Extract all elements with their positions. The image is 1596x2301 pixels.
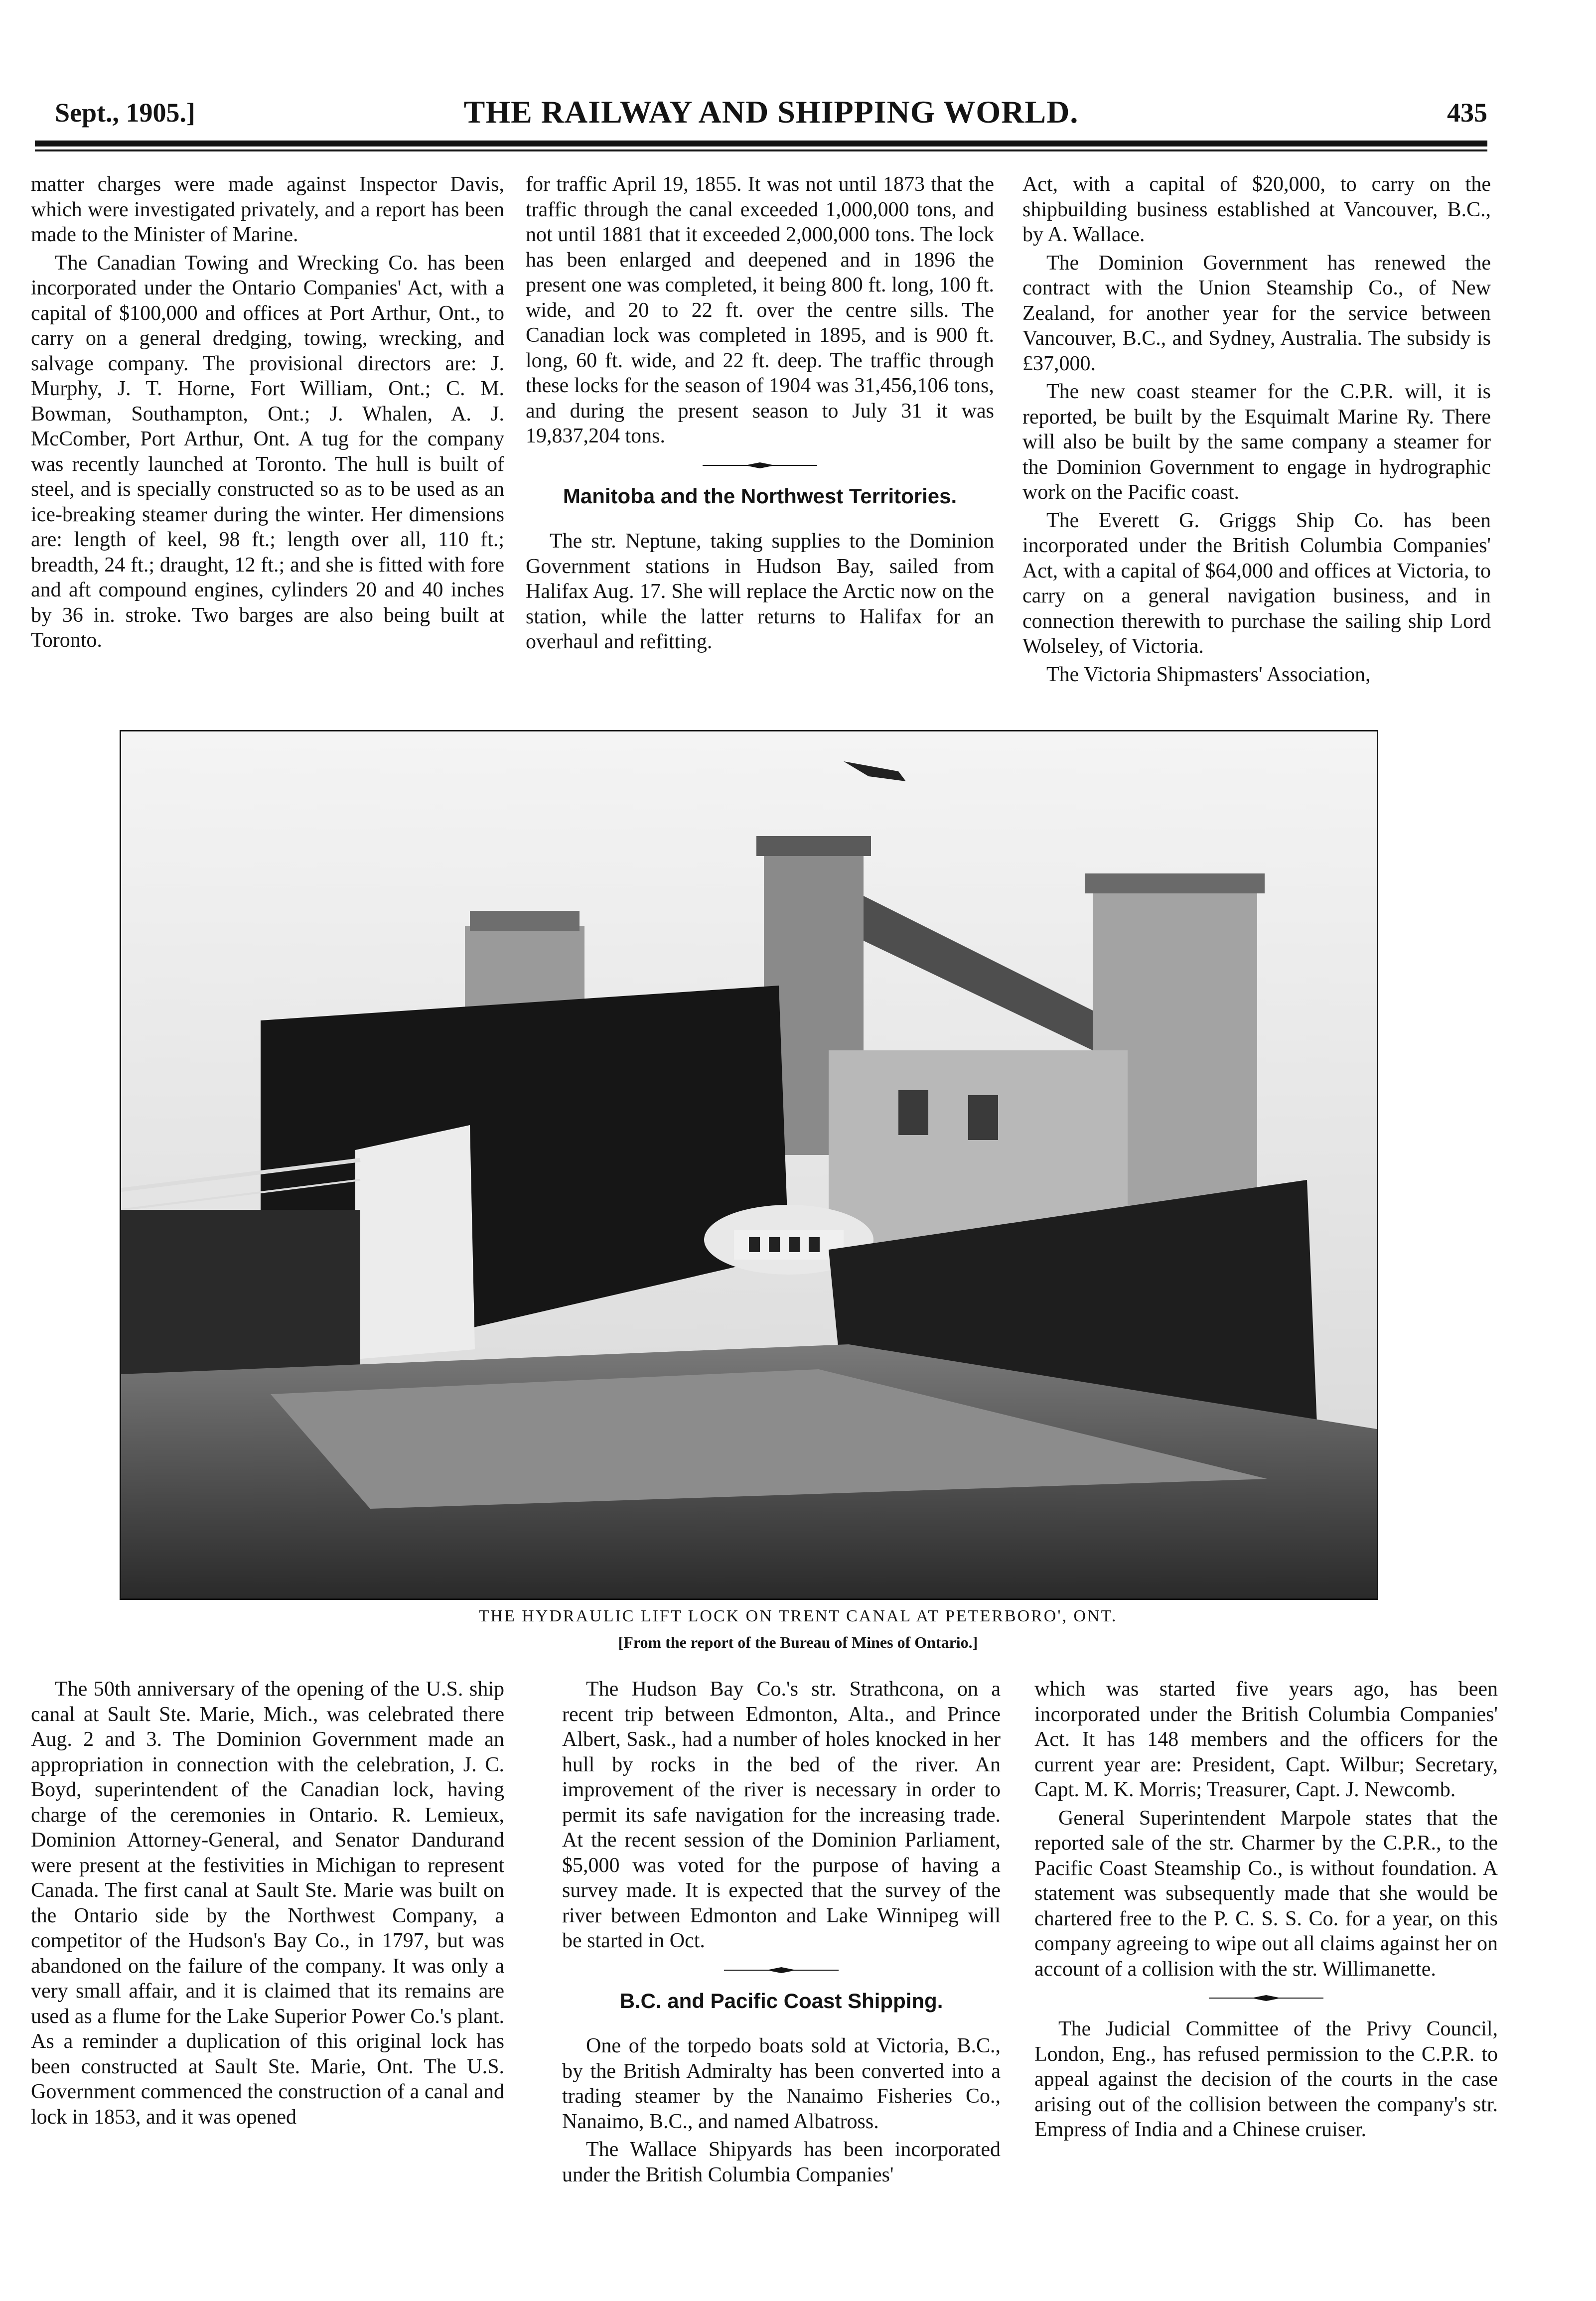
bottom-column-1	[31, 1677, 504, 2133]
section-heading: Manitoba and the Northwest Territories.	[563, 484, 957, 508]
paragraph: The str. Neptune, taking supplies to the Dominion Government stations in Hudson Bay, sailed from Halifax Aug. 17. She will replace the Arctic now on the station, while the latter returns to Halifax for an overhaul and refitting.	[526, 530, 994, 653]
paragraph: for traffic April 19, 1855. It was not until 1873 that the traffic through the canal exceeded 1,000,000 tons, and not until 1881 that it exceeded 2,000,000 tons. The lock has been enlarged and deepened and in 1896 the present one was completed, it being 800 ft. long, 100 ft. wide, and 20 to 22 ft. over the centre sills. The Canadian lock was completed in 1895, and is 900 ft. long, 60 ft. wide, and 22 ft. deep. The traffic through these locks for the season of 1904 was 31,456,106 tons, and during the present season to July 31 it was 19,837,204 tons.	[526, 173, 994, 447]
header-rule-thin	[35, 149, 1487, 151]
paragraph: General Superintendent Marpole states that the reported sale of the str. Charmer by the C.P.R., to the Pacific Coast Steamship Co., is without foundation. A statement was subsequently made that she would be chartered free to the P. C. S. S. Co. for a year, on this company agreeing to wipe out all claims against her on account of a collision with the str. Willimanette.	[1034, 1806, 1498, 1981]
paragraph: The Judicial Committee of the Privy Council, London, Eng., has refused permission to the C.P.R. to appeal against the decision of the courts in the case arising out of the collision between the company's str. Empress of India and a Chinese cruiser.	[1034, 2017, 1498, 2141]
paragraph: which was started five years ago, has been incorporated under the British Columbia Companies' Act. It has 148 members and the officers for the current year are: President, Capt. Wilbur; Secretary, Capt. M. K. Morris; Treasurer, Capt. J. Newcomb.	[1034, 1678, 1498, 1801]
page-number: 435	[1447, 98, 1487, 128]
paragraph: Act, with a capital of $20,000, to carry on the shipbuilding business established at Vancouver, B.C., by A. Wallace.	[1022, 173, 1491, 246]
figure-credit: [From the report of the Bureau of Mines of Ontario.]	[618, 1633, 978, 1651]
bottom-column-3	[1034, 1677, 1498, 2146]
top-column-1	[31, 172, 504, 656]
paragraph: The Victoria Shipmasters' Association,	[1046, 663, 1371, 686]
paragraph: The Canadian Towing and Wrecking Co. has been incorporated under the Ontario Companies' Act, with a capital of $100,000 and offices at Port Arthur, Ont., to carry on a general dredging, towing, wrecking, and salvage company. The provisional directors are: J. Murphy, J. T. Horne, Fort William, Ont.; C. M. Bowman, Southampton, Ont.; J. Whalen, A. J. McComber, Port Arthur, Ont. A tug for the company was recently launched at Toronto. The hull is built of steel, and is specially constructed so as to be used as an ice-breaking steamer during the winter. Her dimensions are: length of keel, 98 ft.; length over all, 110 ft.; breadth, 24 ft.; draught, 12 ft.; and she is fitted with fore and aft compound engines, cylinders 20 and 40 inches by 36 in. stroke. Two barges are also being built at Toronto.	[31, 251, 504, 652]
section-heading: B.C. and Pacific Coast Shipping.	[619, 1989, 943, 2013]
ornament-divider	[724, 1967, 839, 1974]
top-column-2	[526, 172, 994, 658]
ornament-divider	[703, 462, 817, 469]
bottom-column-2	[562, 1677, 1001, 2190]
issue-date: Sept., 1905.]	[55, 98, 195, 128]
paragraph: One of the torpedo boats sold at Victoria, B.C., by the British Admiralty has been converted into a trading steamer by the Nanaimo Fisheries Co., Nanaimo, B.C., and named Albatross.	[562, 2034, 1001, 2133]
lift-lock-photo	[120, 730, 1378, 1600]
paragraph: matter charges were made against Inspector Davis, which were investigated privately, and a report has been made to the Minister of Marine.	[31, 173, 504, 246]
lift-lock-illustration	[121, 731, 1377, 1598]
figure-caption: THE HYDRAULIC LIFT LOCK ON TRENT CANAL AT PETERBORO', ONT.	[478, 1607, 1118, 1625]
ornament-divider	[1209, 1995, 1323, 2002]
page-header	[55, 75, 1487, 135]
paragraph: The Everett G. Griggs Ship Co. has been incorporated under the British Columbia Companies' Act, with a capital of $64,000 and offices at Victoria, to carry on a general navigation business, and in connection therewith to purchase the sailing ship Lord Wolseley, of Victoria.	[1022, 509, 1491, 658]
paragraph: The 50th anniversary of the opening of the U.S. ship canal at Sault Ste. Marie, Mich., was celebrated there Aug. 2 and 3. The Dominion Government made an appropriation in connection with the celebration, J. C. Boyd, superintendent of the Canadian lock, having charge of the ceremonies in Ontario. R. Lemieux, Dominion Attorney-General, and Senator Dandurand were present at the festivities in Michigan to represent Canada. The first canal at Sault Ste. Marie was built on the Ontario side by the Northwest Company, a competitor of the Hudson's Bay Co., in 1797, but was abandoned on the failure of the company. It was only a very small affair, and it is claimed that its remains are used as a flume for the Lake Superior Power Co.'s plant. As a reminder a duplication of this original lock has been constructed at Sault Ste. Marie, Ont. The U.S. Government commenced the construction of a canal and lock in 1853, and it was opened	[31, 1678, 504, 2129]
paragraph: The Dominion Government has renewed the contract with the Union Steamship Co., of New Zealand, for another year for the service between Vancouver, B.C., and Sydney, Australia. The subsidy is £37,000.	[1022, 251, 1491, 375]
paragraph: The new coast steamer for the C.P.R. will, it is reported, be built by the Esquimalt Marine Ry. There will also be built by the same company a steamer for the Dominion Government to engage in hydrographic work on the Pacific coast.	[1022, 380, 1491, 504]
paragraph: The Wallace Shipyards has been incorporated under the British Columbia Companies'	[562, 2138, 1001, 2186]
publication-title: THE RAILWAY AND SHIPPING WORLD.	[463, 94, 1079, 130]
top-column-3	[1022, 172, 1491, 690]
header-rule	[35, 141, 1487, 146]
paragraph: The Hudson Bay Co.'s str. Strathcona, on a recent trip between Edmonton, Alta., and Prince Albert, Sask., had a number of holes knocked in her hull by rocks in the bed of the river. An improvement of the river is necessary in order to permit its safe navigation for the increasing trade. At the recent session of the Dominion Parliament, $5,000 was voted for the purpose of having a survey made. It is expected that the survey of the river between Edmonton and Lake Winnipeg will be started in Oct.	[562, 1678, 1001, 1952]
